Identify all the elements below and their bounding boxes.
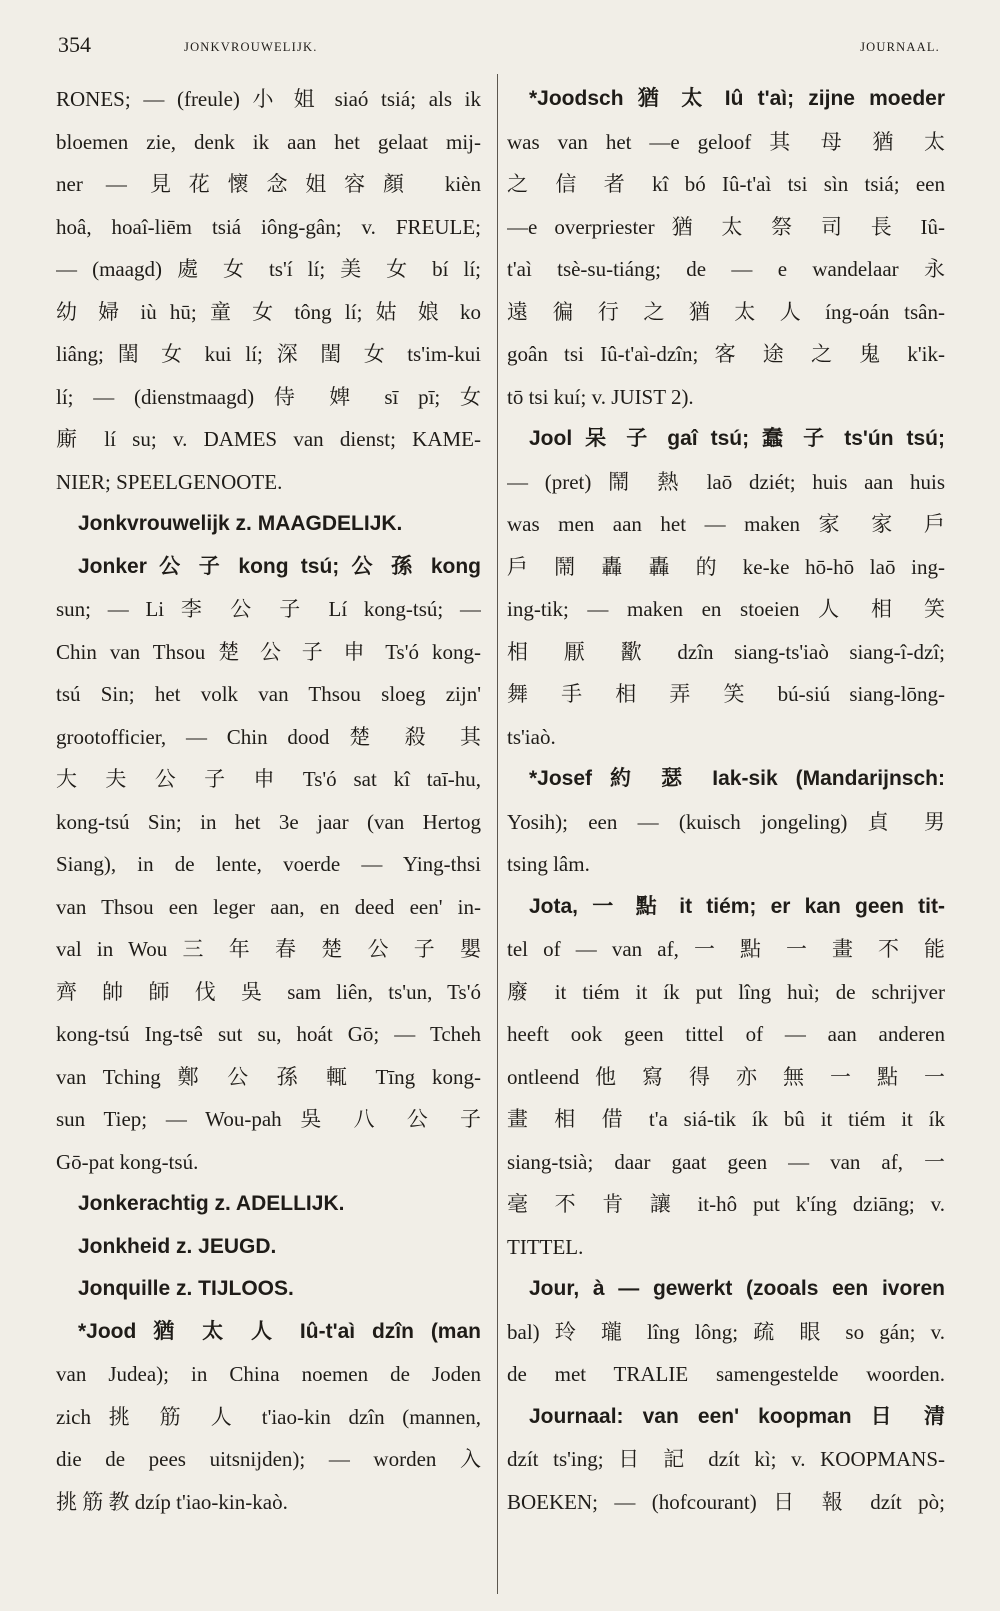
text-line: Jool 呆 子 gaî tsú; 蠢 子 ts'ún tsú;: [529, 427, 945, 450]
text-line: bal) 玲 瓏 lîng lông; 疏 眼 so gán; v.: [507, 1319, 945, 1344]
text-line: lí; — (dienstmaagd) 侍 婢 sī pī; 女: [56, 384, 481, 409]
text-line: 舞 手 相 弄 笑 bú-siú siang-lōng-: [507, 682, 945, 706]
text-line: ts'iaò.: [507, 724, 556, 749]
text-line: kong-tsú Ing-tsê sut su, hoát Gō; — Tcheh: [56, 1022, 481, 1046]
text-line: Jonkerachtig z. ADELLIJK.: [78, 1192, 345, 1215]
text-line: zich 挑 筋 人 t'iao-kin dzîn (mannen,: [56, 1404, 481, 1429]
right-column: [507, 78, 945, 1523]
text-line: 廝 lí su; v. DAMES van dienst; KAME-: [56, 427, 481, 451]
text-line: Yosih); een — (kuisch jongeling) 貞 男: [507, 809, 945, 834]
text-line: RONES; — (freule) 小 姐 siaó tsiá; als ik: [56, 87, 481, 111]
text-line: sun; — Li 李 公 子 Lí kong-tsú; —: [56, 597, 481, 621]
text-line: siang-tsià; daar gaat geen — van af, 一: [507, 1149, 945, 1174]
text-line: 之 信 者 kî bó Iû-t'aì tsi sìn tsiá; een: [507, 172, 945, 196]
text-line: 遠 徧 行 之 猶 太 人 íng-oán tsân-: [507, 299, 945, 324]
text-line: van Thsou een leger aan, en deed een' in-: [56, 894, 481, 919]
text-line: 相 厭 歠 dzîn siang-ts'iaò siang-î-dzî;: [507, 639, 945, 664]
text-line: van Judea); in China noemen de Joden: [56, 1362, 481, 1386]
text-line: Jonker 公 子 kong tsú; 公 孫 kong: [78, 554, 481, 578]
text-line: 廢 it tiém it ík put lîng huì; de schrijver: [507, 979, 945, 1004]
text-line: NIER; SPEELGENOOTE.: [56, 469, 283, 494]
text-line: Jonquille z. TIJLOOS.: [78, 1277, 294, 1300]
text-line: t'aì tsè-su-tiáng; de — e wandelaar 永: [507, 257, 945, 281]
text-line: van Tching 鄭 公 孫 輒 Tīng kong-: [56, 1064, 481, 1089]
text-line: dzít ts'ing; 日 記 dzít kì; v. KOOPMANS-: [507, 1447, 945, 1471]
text-line: bloemen zie, denk ik aan het gelaat mij-: [56, 129, 481, 154]
text-line: Jonkvrouwelijk z. MAAGDELIJK.: [78, 512, 403, 535]
text-line: — (pret) 鬧 熱 laō dziét; huis aan huis: [507, 469, 945, 494]
running-head-left: JONKVROUWELIJK.: [184, 40, 318, 54]
text-line: BOEKEN; — (hofcourant) 日 報 dzít pò;: [507, 1489, 945, 1514]
text-line: de met TRALIE samengestelde woorden.: [507, 1362, 945, 1386]
text-line: 毫 不 肯 讓 it-hô put k'íng dziāng; v.: [507, 1192, 945, 1216]
text-line: 挑 筋 教 dzíp t'iao-kin-kaò.: [56, 1489, 288, 1514]
column-divider: [497, 74, 498, 1594]
text-line: heeft ook geen tittel of — aan anderen: [507, 1022, 945, 1046]
text-line: ontleend 他 寫 得 亦 無 一 點 一: [507, 1064, 945, 1089]
text-line: 畫 相 借 t'a siá-tik ík bû it tiém it ík: [507, 1107, 945, 1131]
text-line: 齊 帥 師 伐 吳 sam liên, ts'un, Ts'ó: [56, 979, 481, 1004]
text-line: *Jood 猶 太 人 Iû-t'aì dzîn (man: [78, 1319, 481, 1343]
text-line: 戶 鬧 轟 轟 的 ke-ke hō-hō laō ing-: [507, 554, 945, 579]
text-line: tō tsi kuí; v. JUIST 2).: [507, 384, 694, 409]
text-line: Jonkheid z. JEUGD.: [78, 1234, 277, 1258]
text-line: tsú Sin; het volk van Thsou sloeg zijn': [56, 682, 481, 706]
text-line: sun Tiep; — Wou-pah 吳 八 公 子: [56, 1107, 481, 1131]
text-line: ner — 見花懷念姐容顏 kièn: [56, 172, 481, 196]
text-line: die de pees uitsnijden); — worden 入: [56, 1447, 481, 1471]
text-line: hoâ, hoaî-liēm tsiá iông-gân; v. FREULE;: [56, 214, 481, 239]
text-line: TITTEL.: [507, 1234, 584, 1259]
text-line: was van het —e geloof 其 母 猶 太: [507, 129, 945, 154]
text-line: tel of — van af, 一 點 一 畫 不 能: [507, 937, 945, 961]
text-line: Jour, à — gewerkt (zooals een ivoren: [529, 1277, 945, 1300]
text-line: Siang), in de lente, voerde — Ying-thsi: [56, 852, 481, 876]
text-line: Gō-pat kong-tsú.: [56, 1149, 199, 1174]
text-line: goân tsi Iû-t'aì-dzîn; 客 途 之 鬼 k'ik-: [507, 342, 945, 366]
text-line: —e overpriester 猶 太 祭 司 長 Iû-: [507, 214, 945, 239]
page-number: 354: [58, 32, 91, 57]
text-line: Journaal: van een' koopman 日 清: [529, 1404, 945, 1428]
text-line: — (maagd) 處 女 ts'í lí; 美 女 bí lí;: [56, 257, 481, 281]
text-line: 幼 婦 iù hū; 童 女 tông lí; 姑 娘 ko: [56, 299, 481, 324]
left-column: [56, 78, 481, 1523]
text-line: ing-tik; — maken en stoeien 人 相 笑: [507, 597, 945, 621]
text-line: grootofficier, — Chin dood 楚 殺 其: [56, 724, 481, 749]
text-line: kong-tsú Sin; in het 3e jaar (van Hertog: [56, 809, 481, 834]
text-line: val in Wou 三 年 春 楚 公 子 嬰: [56, 937, 481, 961]
text-line: tsing lâm.: [507, 852, 590, 876]
running-head-right: JOURNAAL.: [860, 40, 940, 54]
text-line: 大 夫 公 子 申 Ts'ó sat kî taī-hu,: [56, 767, 481, 791]
page-header: [58, 30, 946, 62]
text-line: was men aan het — maken 家 家 戶: [507, 512, 945, 536]
text-line: *Josef 約 瑟 Iak-sik (Mandarijnsch:: [529, 767, 945, 790]
text-line: liâng; 閨 女 kui lí; 深 閨 女 ts'im-kui: [56, 342, 481, 366]
text-line: *Joodsch 猶 太 Iû t'aì; zijne moeder: [529, 87, 945, 110]
text-line: Chin van Thsou 楚 公 子 申 Ts'ó kong-: [56, 639, 481, 664]
text-line: Jota, 一 點 it tiém; er kan geen tit-: [529, 894, 945, 918]
